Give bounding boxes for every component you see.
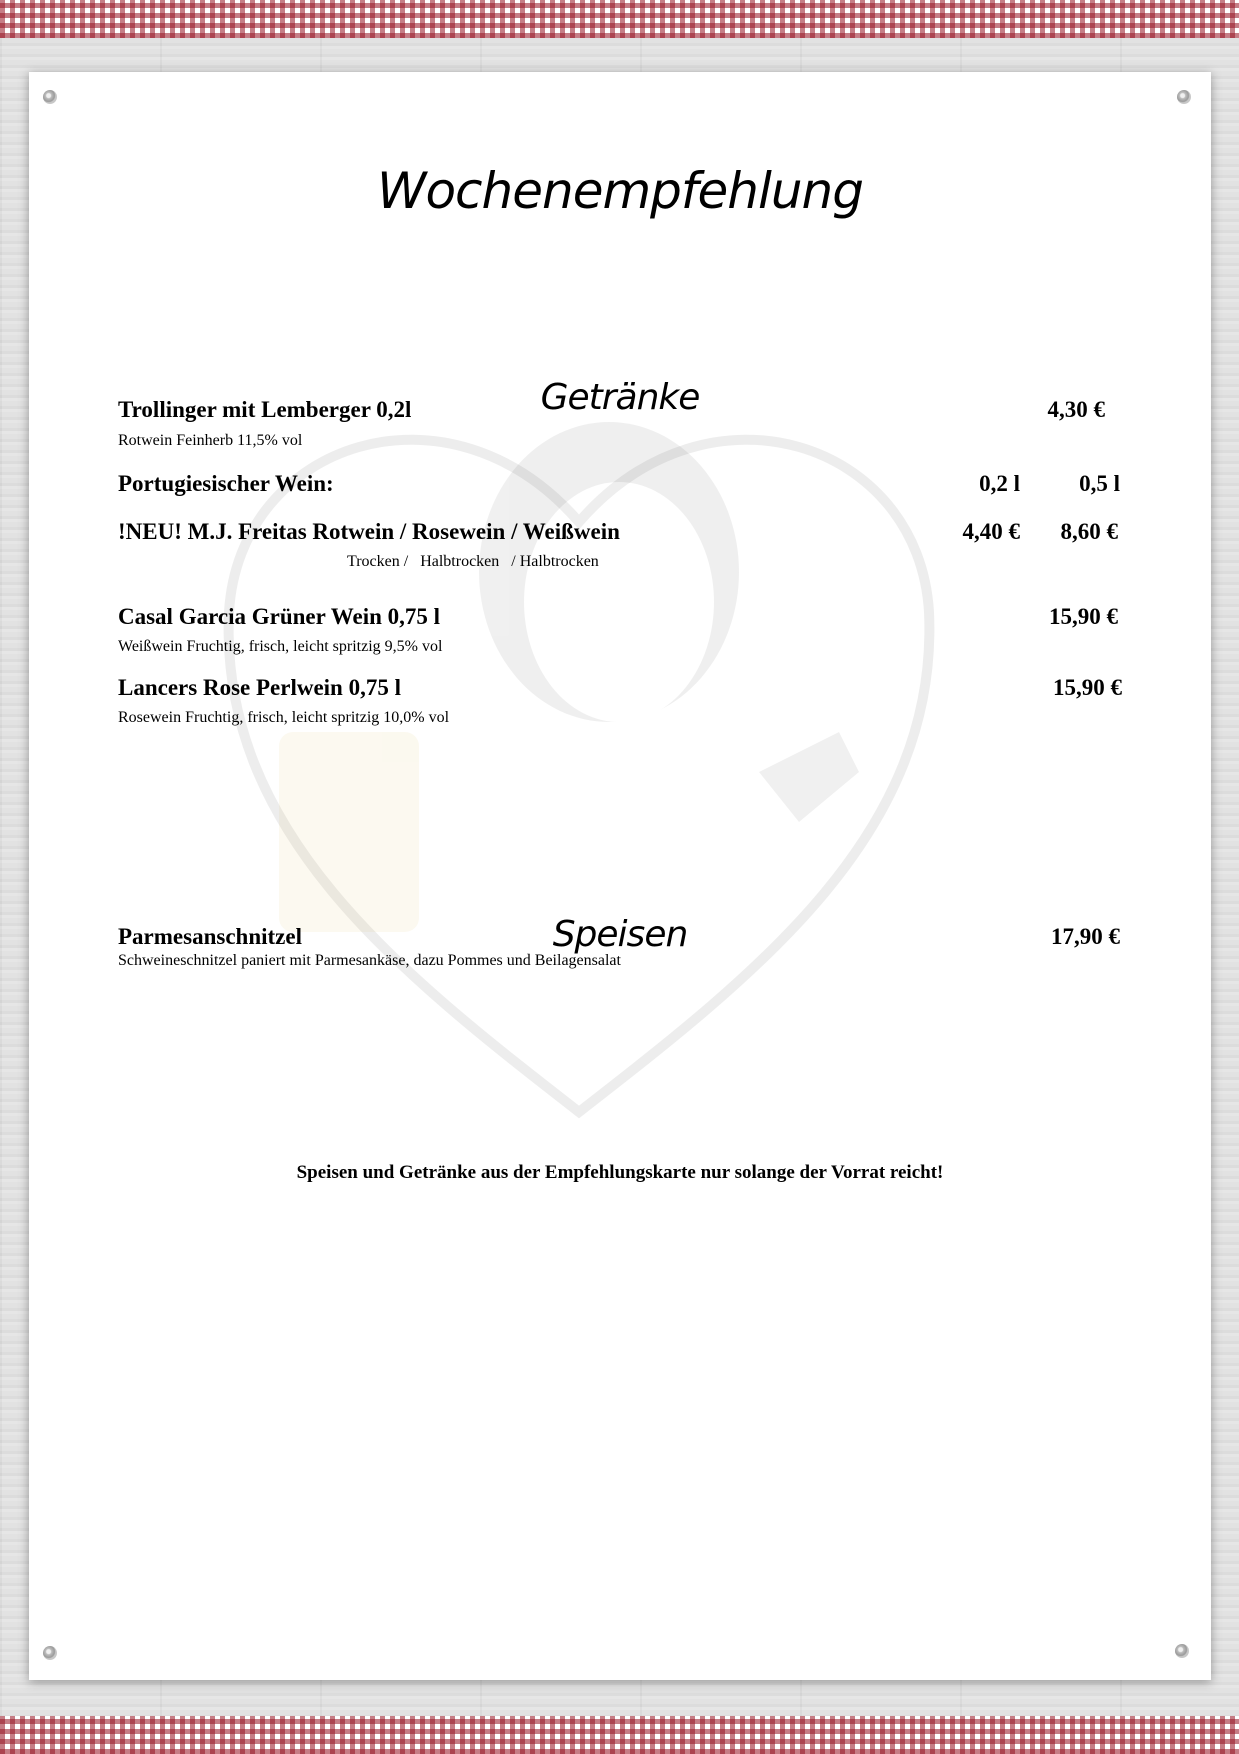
gingham-border-bottom: [0, 1716, 1239, 1754]
casal-desc: Weißwein Fruchtig, frisch, leicht spritzig 9,5% vol: [118, 638, 443, 655]
freitas-name: !NEU! M.J. Freitas Rotwein / Rosewein / Weißwein: [118, 519, 620, 544]
lancers-desc: Rosewein Fruchtig, frisch, leicht spritzig 10,0% vol: [118, 709, 450, 726]
pin-icon: [1175, 1644, 1189, 1658]
trollinger-name: Trollinger mit Lemberger 0,2l: [118, 397, 412, 422]
freitas-price-small: 4,40 €: [962, 519, 1020, 544]
gingham-border-top: [0, 0, 1239, 38]
portuguese-heading: Portugiesischer Wein:: [118, 471, 334, 496]
pin-icon: [1177, 90, 1191, 104]
drinks-heading: Getränke: [540, 377, 700, 418]
casal-price: 15,90 €: [1049, 604, 1118, 629]
parmesan-desc: Schweineschnitzel paniert mit Parmesankäse, dazu Pommes und Beilagensalat: [118, 952, 621, 969]
parmesan-price: 17,90 €: [1051, 924, 1120, 949]
trollinger-price: 4,30 €: [1047, 397, 1105, 422]
availability-note: Speisen und Getränke aus der Empfehlungskarte nur solange der Vorrat reicht!: [296, 1162, 944, 1183]
casal-name: Casal Garcia Grüner Wein 0,75 l: [118, 604, 441, 629]
pin-icon: [43, 90, 57, 104]
lancers-name: Lancers Rose Perlwein 0,75 l: [118, 675, 401, 700]
freitas-price-large: 8,60 €: [1060, 519, 1118, 544]
lancers-price: 15,90 €: [1053, 675, 1122, 700]
size-small-header: 0,2 l: [979, 471, 1020, 496]
food-heading: Speisen: [552, 914, 688, 955]
menu-sheet: [29, 72, 1211, 1680]
pin-icon: [43, 1646, 57, 1660]
size-large-header: 0,5 l: [1079, 471, 1120, 496]
trollinger-desc: Rotwein Feinherb 11,5% vol: [118, 432, 303, 449]
parmesan-name: Parmesanschnitzel: [118, 924, 302, 949]
freitas-desc: Trocken / Halbtrocken / Halbtrocken: [347, 553, 599, 570]
page-title: Wochenempfehlung: [377, 162, 863, 220]
